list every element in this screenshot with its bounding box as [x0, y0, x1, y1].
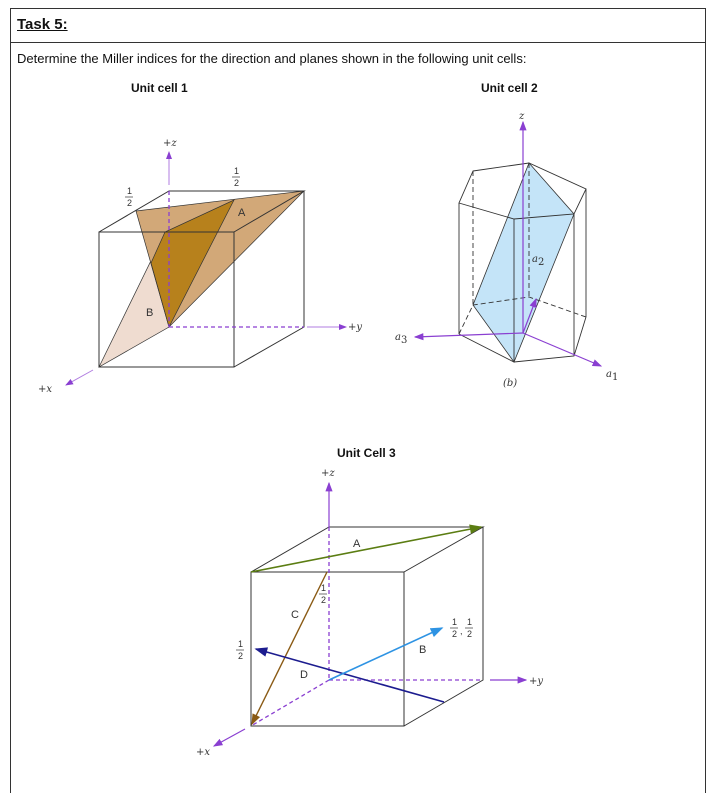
svg-text:1: 1: [321, 583, 327, 593]
svg-text:2: 2: [321, 595, 327, 605]
svg-text:1: 1: [452, 617, 458, 627]
a2-label: a2: [532, 254, 545, 268]
svg-text:1: 1: [238, 639, 244, 649]
plane-b-label: B: [146, 307, 154, 319]
unit-cell-1-diagram: [38, 138, 362, 395]
plane-a-label: A: [238, 207, 246, 219]
unit-cell-1-title: Unit cell 1: [131, 81, 188, 95]
task-instruction: Determine the Miller indices for the direction and planes shown in the following unit cells:: [17, 51, 527, 66]
y-axis-3-label: +y: [529, 676, 544, 687]
x-axis-3: [214, 729, 245, 746]
cube-3-edges: [251, 527, 483, 726]
figure-caption-b: (b): [503, 378, 518, 389]
unit-cell-2-title: Unit cell 2: [481, 81, 538, 95]
fraction-half-d: [236, 639, 244, 661]
unit-cell-2-diagram: [395, 111, 618, 389]
svg-text:1: 1: [467, 617, 473, 627]
svg-text:1: 1: [234, 166, 240, 176]
z-axis-label: +z: [163, 138, 177, 149]
unit-cell-3-diagram: [196, 468, 543, 758]
svg-text:2: 2: [467, 629, 473, 639]
fraction-half-x: [125, 186, 133, 208]
a3-label: a3: [395, 332, 408, 346]
x-axis-3-label: +x: [196, 747, 211, 758]
x-axis: [66, 370, 93, 385]
direction-c-label: C: [291, 609, 299, 621]
direction-d: [256, 649, 444, 702]
direction-a: [251, 527, 481, 572]
svg-text:1: 1: [127, 186, 133, 196]
unit-cell-3-title: Unit Cell 3: [337, 446, 396, 460]
hex-z-label: z: [519, 111, 525, 122]
x-axis-label: +x: [38, 384, 53, 395]
svg-text:2: 2: [452, 629, 458, 639]
fraction-half-c: [319, 583, 327, 605]
a1-axis: [523, 333, 601, 366]
direction-d-label: D: [300, 669, 308, 681]
z-axis-3-label: +z: [321, 468, 335, 479]
svg-text:2: 2: [127, 198, 133, 208]
svg-text:2: 2: [234, 178, 240, 188]
fraction-half-half-b: [450, 617, 473, 639]
svg-text:2: 2: [238, 651, 244, 661]
task-title: Task 5:: [17, 16, 68, 33]
direction-a-label: A: [353, 538, 361, 550]
svg-text:,: ,: [460, 626, 463, 636]
y-axis-label: +y: [348, 322, 363, 333]
direction-b-label: B: [419, 644, 427, 656]
direction-c: [252, 572, 327, 724]
a1-label: a1: [606, 369, 619, 383]
fraction-half-y: [232, 166, 240, 188]
